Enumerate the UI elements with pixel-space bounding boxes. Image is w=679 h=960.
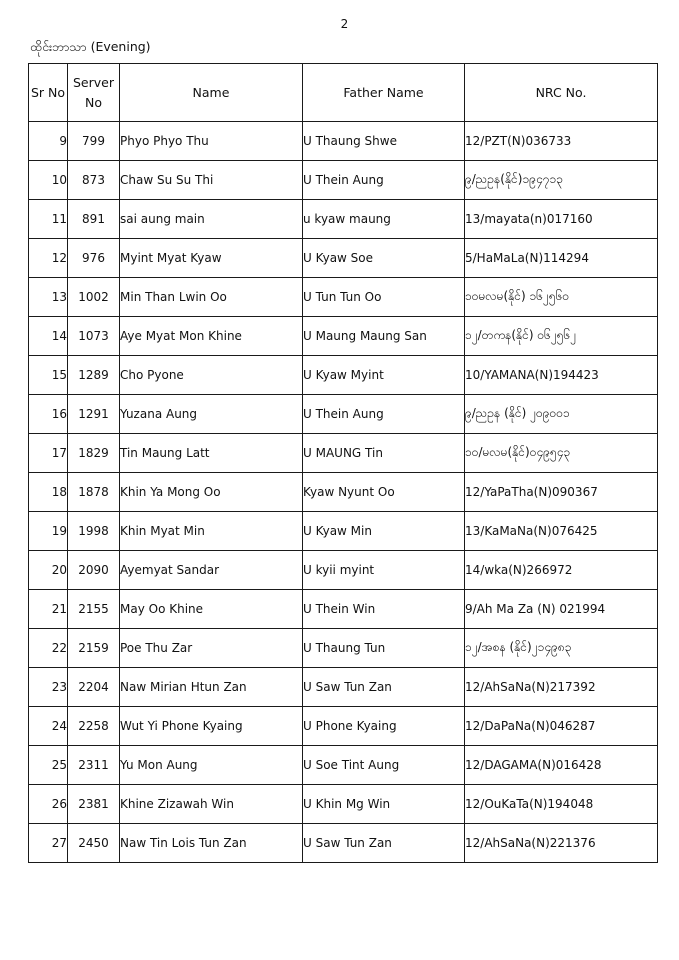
nrc-cell: 13/KaMaNa(N)076425	[465, 512, 658, 551]
nrc-cell: 12/PZT(N)036733	[465, 122, 658, 161]
nrc-cell: ၁၂/အစန (နိုင်)၂၁၄၉၈၃	[465, 629, 658, 668]
header-father-name: Father Name	[303, 64, 465, 122]
table-row	[29, 785, 658, 824]
table-row	[29, 200, 658, 239]
sr-no-cell: 12	[29, 239, 68, 278]
table-row	[29, 824, 658, 863]
name-cell: Yu Mon Aung	[120, 746, 303, 785]
table-row	[29, 434, 658, 473]
server-no-cell: 1289	[68, 356, 120, 395]
nrc-cell: ၁၀မလမ(နိုင်) ၁၆၂၅၆၀	[465, 278, 658, 317]
section-title: ထိုင်းဘာသာ (Evening)	[30, 39, 151, 54]
nrc-cell: 12/AhSaNa(N)221376	[465, 824, 658, 863]
nrc-cell: 12/AhSaNa(N)217392	[465, 668, 658, 707]
header-nrc-no: NRC No.	[465, 64, 658, 122]
name-cell: Wut Yi Phone Kyaing	[120, 707, 303, 746]
table-row	[29, 473, 658, 512]
sr-no-cell: 10	[29, 161, 68, 200]
server-no-cell: 873	[68, 161, 120, 200]
table-body	[29, 122, 658, 863]
sr-no-cell: 23	[29, 668, 68, 707]
father-name-cell: u kyaw maung	[303, 200, 465, 239]
father-name-cell: U Khin Mg Win	[303, 785, 465, 824]
server-no-cell: 2258	[68, 707, 120, 746]
father-name-cell: U Soe Tint Aung	[303, 746, 465, 785]
table-row	[29, 239, 658, 278]
table-row	[29, 707, 658, 746]
table-row	[29, 317, 658, 356]
nrc-cell: 12/DAGAMA(N)016428	[465, 746, 658, 785]
server-no-cell: 1073	[68, 317, 120, 356]
name-cell: Khin Ya Mong Oo	[120, 473, 303, 512]
father-name-cell: U Thein Aung	[303, 395, 465, 434]
server-no-cell: 2311	[68, 746, 120, 785]
father-name-cell: U kyii myint	[303, 551, 465, 590]
nrc-cell: 9/Ah Ma Za (N) 021994	[465, 590, 658, 629]
name-cell: Khine Zizawah Win	[120, 785, 303, 824]
table-header-row	[29, 64, 658, 122]
nrc-cell: ၁၂/တကန(နိုင်) ၀၆၂၅၆၂	[465, 317, 658, 356]
sr-no-cell: 13	[29, 278, 68, 317]
nrc-cell: ၉/ညဥန (နိုင်) ၂၀၉၀၀၁	[465, 395, 658, 434]
father-name-cell: U Thein Aung	[303, 161, 465, 200]
name-cell: Ayemyat Sandar	[120, 551, 303, 590]
name-cell: Naw Tin Lois Tun Zan	[120, 824, 303, 863]
sr-no-cell: 15	[29, 356, 68, 395]
sr-no-cell: 22	[29, 629, 68, 668]
header-sr-no: Sr No	[29, 64, 68, 122]
name-cell: Chaw Su Su Thi	[120, 161, 303, 200]
nrc-cell: 12/OuKaTa(N)194048	[465, 785, 658, 824]
table-row	[29, 161, 658, 200]
server-no-cell: 2204	[68, 668, 120, 707]
sr-no-cell: 17	[29, 434, 68, 473]
name-cell: Phyo Phyo Thu	[120, 122, 303, 161]
nrc-cell: 14/wka(N)266972	[465, 551, 658, 590]
nrc-cell: 5/HaMaLa(N)114294	[465, 239, 658, 278]
name-cell: Tin Maung Latt	[120, 434, 303, 473]
table-row	[29, 395, 658, 434]
server-no-cell: 2155	[68, 590, 120, 629]
header-server-no: Server No	[68, 64, 120, 122]
server-no-cell: 2450	[68, 824, 120, 863]
name-cell: Naw Mirian Htun Zan	[120, 668, 303, 707]
name-cell: Yuzana Aung	[120, 395, 303, 434]
server-no-cell: 976	[68, 239, 120, 278]
table-row	[29, 122, 658, 161]
nrc-cell: 10/YAMANA(N)194423	[465, 356, 658, 395]
sr-no-cell: 21	[29, 590, 68, 629]
nrc-cell: 13/mayata(n)017160	[465, 200, 658, 239]
father-name-cell: U MAUNG Tin	[303, 434, 465, 473]
sr-no-cell: 14	[29, 317, 68, 356]
father-name-cell: U Phone Kyaing	[303, 707, 465, 746]
father-name-cell: U Kyaw Soe	[303, 239, 465, 278]
server-no-cell: 2159	[68, 629, 120, 668]
server-no-cell: 1291	[68, 395, 120, 434]
table-row	[29, 512, 658, 551]
table-row	[29, 668, 658, 707]
sr-no-cell: 20	[29, 551, 68, 590]
page-number: 2	[340, 17, 349, 31]
table-row	[29, 278, 658, 317]
sr-no-cell: 9	[29, 122, 68, 161]
father-name-cell: U Tun Tun Oo	[303, 278, 465, 317]
father-name-cell: U Saw Tun Zan	[303, 824, 465, 863]
father-name-cell: Kyaw Nyunt Oo	[303, 473, 465, 512]
sr-no-cell: 11	[29, 200, 68, 239]
table-row	[29, 551, 658, 590]
server-no-cell: 799	[68, 122, 120, 161]
father-name-cell: U Saw Tun Zan	[303, 668, 465, 707]
father-name-cell: U Kyaw Myint	[303, 356, 465, 395]
father-name-cell: U Kyaw Min	[303, 512, 465, 551]
father-name-cell: U Thaung Tun	[303, 629, 465, 668]
sr-no-cell: 27	[29, 824, 68, 863]
nrc-cell: ၉/ညဥန(နိုင်)၁၉၄၇၁၃	[465, 161, 658, 200]
server-no-cell: 1998	[68, 512, 120, 551]
name-cell: Aye Myat Mon Khine	[120, 317, 303, 356]
sr-no-cell: 16	[29, 395, 68, 434]
table-row	[29, 356, 658, 395]
name-cell: sai aung main	[120, 200, 303, 239]
table-row	[29, 590, 658, 629]
server-no-cell: 2090	[68, 551, 120, 590]
name-cell: Khin Myat Min	[120, 512, 303, 551]
father-name-cell: U Maung Maung San	[303, 317, 465, 356]
sr-no-cell: 25	[29, 746, 68, 785]
name-cell: Myint Myat Kyaw	[120, 239, 303, 278]
server-no-cell: 891	[68, 200, 120, 239]
name-cell: May Oo Khine	[120, 590, 303, 629]
sr-no-cell: 19	[29, 512, 68, 551]
student-roster-table	[28, 63, 658, 863]
sr-no-cell: 26	[29, 785, 68, 824]
sr-no-cell: 24	[29, 707, 68, 746]
name-cell: Cho Pyone	[120, 356, 303, 395]
nrc-cell: ၁၀/မလမ(နိုင်)၀၄၉၅၄၃	[465, 434, 658, 473]
server-no-cell: 2381	[68, 785, 120, 824]
server-no-cell: 1878	[68, 473, 120, 512]
server-no-cell: 1002	[68, 278, 120, 317]
sr-no-cell: 18	[29, 473, 68, 512]
table-row	[29, 746, 658, 785]
nrc-cell: 12/YaPaTha(N)090367	[465, 473, 658, 512]
table-row	[29, 629, 658, 668]
server-no-cell: 1829	[68, 434, 120, 473]
header-name: Name	[120, 64, 303, 122]
nrc-cell: 12/DaPaNa(N)046287	[465, 707, 658, 746]
father-name-cell: U Thaung Shwe	[303, 122, 465, 161]
name-cell: Poe Thu Zar	[120, 629, 303, 668]
name-cell: Min Than Lwin Oo	[120, 278, 303, 317]
father-name-cell: U Thein Win	[303, 590, 465, 629]
